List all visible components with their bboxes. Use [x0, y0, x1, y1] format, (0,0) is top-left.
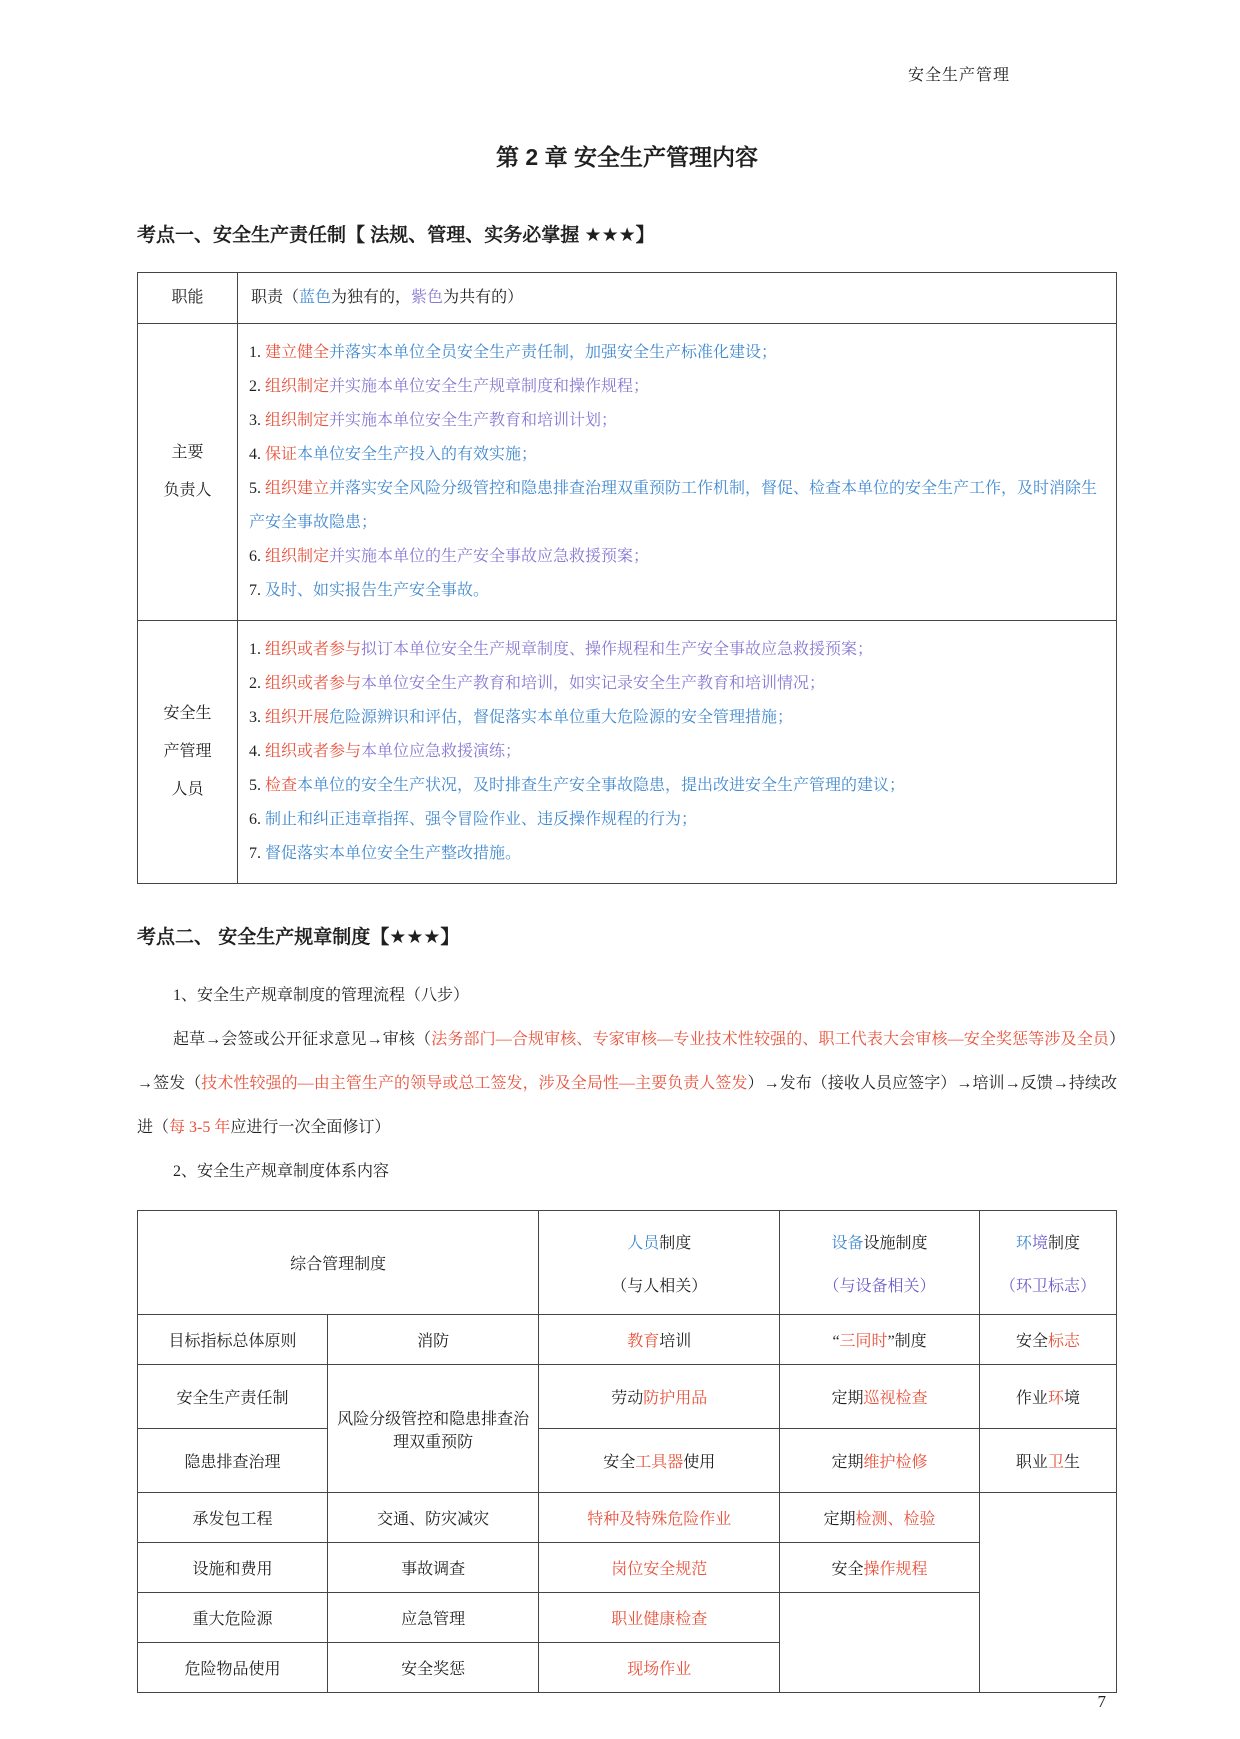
cell-equipment-empty — [780, 1593, 980, 1693]
duty-item: 6. 组织制定并实施本单位的生产安全事故应急救援预案； — [249, 548, 650, 565]
duty-item: 3. 组织制定并实施本单位安全生产教育和培训计划； — [249, 412, 618, 429]
cell-traffic-disaster: 交通、防灾减灾 — [327, 1493, 538, 1543]
duty-item: 2. 组织或者参与本单位安全生产教育和培训，如实记录安全生产教育和培训情况； — [249, 675, 826, 692]
duty-item: 7. 督促落实本单位安全生产整改措施。 — [249, 845, 522, 862]
table-row — [138, 1315, 1117, 1365]
cell-maintenance: 定期维护检修 — [780, 1429, 980, 1493]
duty-item: 4. 组织或者参与本单位应急救援演练； — [249, 743, 522, 760]
cell-post-safety: 岗位安全规范 — [539, 1543, 780, 1593]
duty-item: 2. 组织制定并实施本单位安全生产规章制度和操作规程； — [249, 378, 650, 395]
duty-row-principal — [138, 324, 1117, 621]
duty-row-function — [138, 273, 1117, 324]
cell-responsibility-system: 安全生产责任制 — [138, 1365, 328, 1429]
header-comprehensive: 综合管理制度 — [138, 1211, 539, 1315]
cell-three-simultaneous: “三同时”制度 — [780, 1315, 980, 1365]
duty-item: 1. 组织或者参与拟订本单位安全生产规章制度、操作规程和生产安全事故应急救援预案； — [249, 641, 874, 658]
process-intro: 1、安全生产规章制度的管理流程（八步） — [173, 987, 470, 1004]
duty-item: 1. 建立健全并落实本单位全员安全生产责任制，加强安全生产标准化建设； — [249, 344, 778, 361]
cell-operating-procedures: 安全操作规程 — [780, 1543, 980, 1593]
flow-paragraph: 起草→会签或公开征求意见→审核（法务部门—合规审核、专家审核—专业技术性较强的、职工代表大会审核—安全奖惩等涉及全员）→签发（技术性较强的—由主管生产的领导或总工签发，涉及全局性—主要负责人签发）→发布（接收人员应签字）→培训→反馈→持续改进（每 3-5 年应进行一次全面修订） — [137, 1031, 1117, 1136]
duty-item: 7. 及时、如实报告生产安全事故。 — [249, 582, 490, 599]
cell-education-training: 教育培训 — [539, 1315, 780, 1365]
cell-reward-punishment: 安全奖惩 — [327, 1643, 538, 1693]
table-row — [138, 1493, 1117, 1543]
table-row — [138, 1593, 1117, 1643]
cell-special-operations: 特种及特殊危险作业 — [539, 1493, 780, 1543]
row-label-principal: 主要 负责人 — [138, 324, 238, 621]
duty-row-managers — [138, 621, 1117, 884]
duty-table — [137, 272, 1117, 884]
header-environment: 环境制度 （环卫标志） — [979, 1211, 1116, 1315]
cell-patrol-inspection: 定期巡视检查 — [780, 1365, 980, 1429]
cell-safety-tools: 安全工具器使用 — [539, 1429, 780, 1493]
section2-heading: 考点二、 安全生产规章制度【★★★】 — [137, 927, 460, 948]
duty-item: 6. 制止和纠正违章指挥、强令冒险作业、违反操作规程的行为； — [249, 811, 698, 828]
header-people: 人员制度 （与人相关） — [539, 1211, 780, 1315]
duty-item: 5. 检查本单位的安全生产状况，及时排查生产安全事故隐患，提出改进安全生产管理的建议； — [249, 777, 906, 794]
section1-heading: 考点一、安全生产责任制【 法规、管理、实务必掌握 ★★★】 — [137, 225, 655, 246]
chapter-title: 第 2 章 安全生产管理内容 — [496, 144, 758, 170]
cell-health-checkup: 职业健康检查 — [539, 1593, 780, 1643]
row-label-function: 职能 — [138, 273, 238, 324]
table-row — [138, 1365, 1117, 1429]
cell-fire: 消防 — [327, 1315, 538, 1365]
duty-item: 3. 组织开展危险源辨识和评估，督促落实本单位重大危险源的安全管理措施； — [249, 709, 794, 726]
table-row — [138, 1429, 1117, 1493]
system-content-intro: 2、安全生产规章制度体系内容 — [173, 1163, 390, 1180]
running-header: 安全生产管理 — [907, 67, 1010, 84]
cell-major-hazard: 重大危险源 — [138, 1593, 328, 1643]
cell-safety-signs: 安全标志 — [979, 1315, 1116, 1365]
cell-dual-prevention: 风险分级管控和隐患排查治理双重预防 — [327, 1365, 538, 1493]
cell-dangerous-goods: 危险物品使用 — [138, 1643, 328, 1693]
cell-hidden-danger: 隐患排查治理 — [138, 1429, 328, 1493]
cell-goal-principle: 目标指标总体原则 — [138, 1315, 328, 1365]
header-equipment: 设备设施制度 （与设备相关） — [780, 1211, 980, 1315]
cell-testing: 定期检测、检验 — [780, 1493, 980, 1543]
regulation-header-row — [138, 1211, 1117, 1315]
duty-item: 5. 组织建立并落实安全风险分级管控和隐患排查治理双重预防工作机制，督促、检查本单位的安全生产工作，及时消除生产安全事故隐患； — [249, 480, 1098, 531]
regulation-table — [137, 1210, 1117, 1693]
function-description: 职责（蓝色为独有的，紫色为共有的） — [251, 289, 524, 306]
cell-work-environment: 作业环境 — [979, 1365, 1116, 1429]
cell-ppe: 劳动防护用品 — [539, 1365, 780, 1429]
row-label-managers: 安全生 产管理 人员 — [138, 621, 238, 884]
cell-facilities-cost: 设施和费用 — [138, 1543, 328, 1593]
cell-env-empty — [979, 1493, 1116, 1693]
duty-item: 4. 保证本单位安全生产投入的有效实施； — [249, 446, 538, 463]
cell-emergency-management: 应急管理 — [327, 1593, 538, 1643]
cell-accident-investigation: 事故调查 — [327, 1543, 538, 1593]
table-row — [138, 1543, 1117, 1593]
page-number: 7 — [1097, 1692, 1106, 1711]
cell-contracting: 承发包工程 — [138, 1493, 328, 1543]
cell-occupational-health: 职业卫生 — [979, 1429, 1116, 1493]
cell-site-operations: 现场作业 — [539, 1643, 780, 1693]
